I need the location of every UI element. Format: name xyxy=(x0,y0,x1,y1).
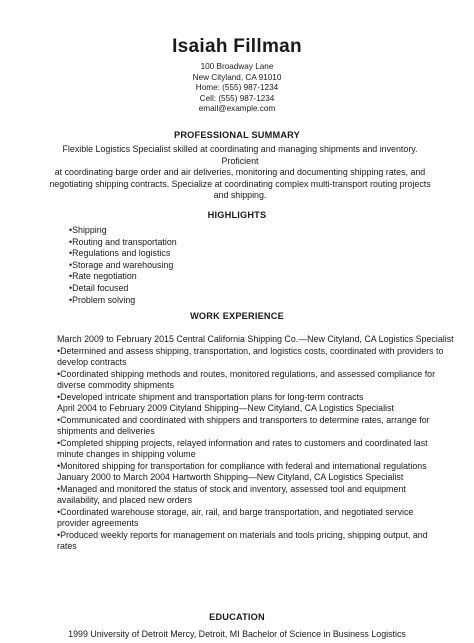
highlights-heading: HIGHLIGHTS xyxy=(207,210,267,220)
address-line-1: 100 Broadway Lane xyxy=(200,62,274,71)
summary-heading: PROFESSIONAL SUMMARY xyxy=(174,130,300,140)
summary-line: Flexible Logistics Specialist skilled at coordinating and managing shipments and inventory. Proficient xyxy=(62,144,418,166)
job-detail: develop contracts xyxy=(57,357,127,367)
job-detail: •Monitored shipping for transportation for compliance with federal and international regulations xyxy=(57,460,427,471)
highlight-item: •Shipping xyxy=(69,225,107,235)
job-detail: •Produced weekly reports for management on materials and tools pricing, shipping output, and xyxy=(57,529,428,540)
experience-heading: WORK EXPERIENCE xyxy=(190,311,284,321)
job-entry xyxy=(57,403,453,472)
highlight-item: •Regulations and logistics xyxy=(69,248,171,259)
job-detail: •Developed intricate shipment and transportation plans for long-term contracts xyxy=(57,391,364,402)
job-detail: provider agreements xyxy=(57,518,139,528)
job-detail: •Managed and monitored the status of stock and inventory, assessed tool and equipment xyxy=(57,483,406,494)
job-detail: •Communicated and coordinated with shippers and transporters to determine rates, arrange for xyxy=(57,414,430,425)
education-entry: 1999 University of Detroit Mercy, Detroit, MI Bachelor of Science in Business Logistics xyxy=(68,629,406,639)
summary-line: at coordinating barge order and air deliveries, monitoring and documenting shipping rates, and xyxy=(54,167,426,177)
highlight-item: •Storage and warehousing xyxy=(69,259,174,270)
job-detail: •Coordinated warehouse storage, air, rail, and barge transportation, and negotiated service xyxy=(57,506,414,517)
cell-phone: Cell: (555) 987-1234 xyxy=(199,93,275,103)
job-entry xyxy=(57,472,453,553)
job-entry xyxy=(57,334,453,403)
job-title: April 2004 to February 2009 Cityland Shipping—New Cityland, CA Logistics Specialist xyxy=(57,403,394,413)
job-title: March 2009 to February 2015 Central California Shipping Co.—New Cityland, CA Logistics Specialist xyxy=(57,334,454,344)
job-detail: •Completed shipping projects, relayed information and rates to customers and coordinated last xyxy=(57,437,428,448)
job-detail: diverse commodity shipments xyxy=(57,380,174,390)
contact-block xyxy=(0,62,474,115)
highlight-item: •Problem solving xyxy=(69,294,136,305)
highlights-list xyxy=(69,225,177,306)
summary-text xyxy=(48,144,432,202)
education-heading: EDUCATION xyxy=(209,612,265,622)
job-detail: minute changes in shipping volume xyxy=(57,449,196,459)
summary-line: negotiating shipping contracts. Specialize at coordinating complex multi-transport routing projects xyxy=(49,178,431,189)
email-address: email@example.com xyxy=(198,104,276,113)
job-detail: •Coordinated shipping methods and routes, monitored regulations, and assessed compliance for xyxy=(57,368,436,379)
job-detail: availability, and placed new orders xyxy=(57,495,193,505)
summary-line: and shipping. xyxy=(213,190,267,200)
job-detail: •Determined and assess shipping, transportation, and logistics costs, coordinated with providers to xyxy=(57,345,444,356)
candidate-name: Isaiah Fillman xyxy=(172,36,302,57)
highlight-item: •Rate negotiation xyxy=(69,271,137,282)
highlight-item: •Detail focused xyxy=(69,282,129,293)
home-phone: Home: (555) 987-1234 xyxy=(195,83,279,92)
job-title: January 2000 to March 2004 Hartworth Shipping—New Cityland, CA Logistics Specialist xyxy=(57,472,404,482)
job-detail: shipments and deliveries xyxy=(57,426,155,436)
job-detail: rates xyxy=(57,541,77,551)
highlight-item: •Routing and transportation xyxy=(69,236,177,247)
address-line-2: New Cityland, CA 91010 xyxy=(192,72,282,82)
